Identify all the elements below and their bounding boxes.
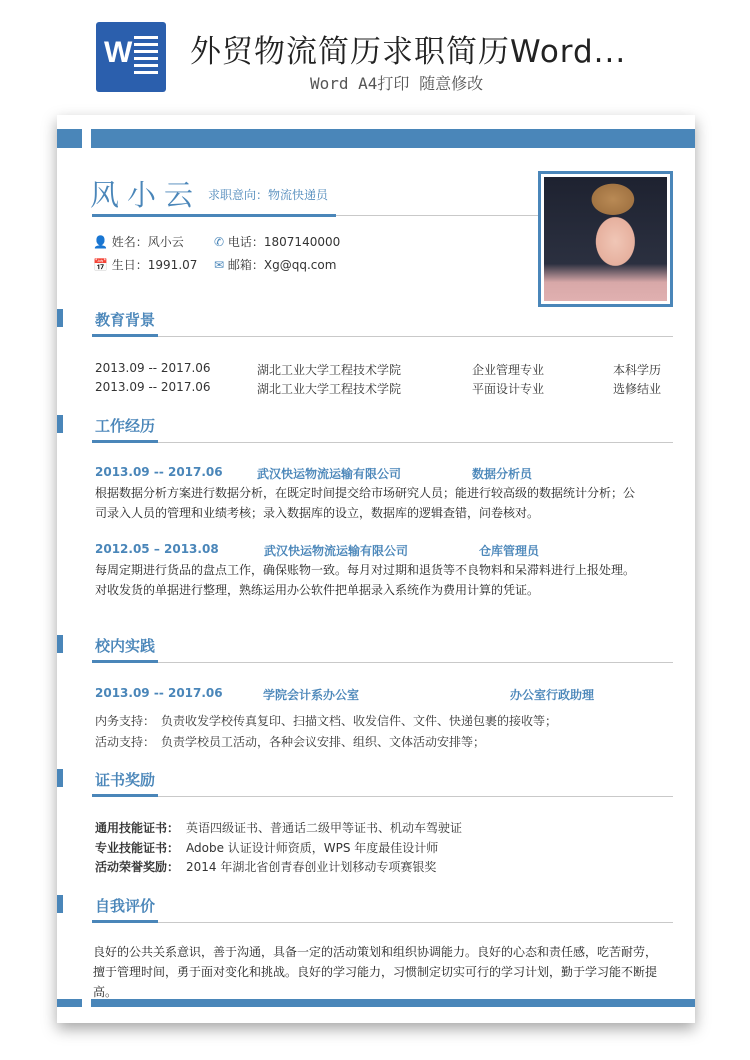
title-underline: [92, 440, 158, 443]
line-text: 负责学校员工活动，各种会议安排、组织、文体活动安排等；: [161, 735, 486, 749]
cert-line: [95, 858, 462, 878]
edu-school: 湖北工业大学工程技术学院: [257, 382, 402, 396]
doc-title: 外贸物流简历求职简历Word...: [190, 34, 627, 70]
title-underline: [92, 794, 158, 797]
doc-subtitle: Word A4打印 随意修改: [310, 74, 484, 93]
education-row: [95, 380, 661, 399]
divider: [336, 215, 538, 216]
divider: [92, 336, 673, 337]
resume-page: [57, 115, 695, 1023]
certs-title: 证书奖励: [95, 771, 156, 789]
section-marker: [57, 309, 63, 327]
section-marker: [57, 635, 63, 653]
cert-label: 专业技能证书：: [95, 840, 180, 855]
email-field: [214, 256, 336, 273]
divider: [92, 442, 673, 443]
campus-line: [95, 711, 557, 732]
phone-text: 电话：1807140000: [227, 235, 341, 249]
bottom-bar-small: [57, 999, 82, 1007]
title-underline: [92, 334, 158, 337]
phone-field: [214, 233, 340, 250]
education-row: [95, 361, 661, 380]
work-item-header: [95, 465, 655, 479]
birth-text: 生日：1991.07: [111, 258, 198, 272]
cert-label: 通用技能证书：: [95, 821, 180, 835]
person-icon: 👤: [93, 235, 108, 249]
line-label: 内务支持：: [95, 714, 156, 728]
work-date: 2013.09 -- 2017.06: [95, 465, 223, 479]
email-text: 邮箱：Xg@qq.com: [227, 258, 337, 272]
section-marker: [57, 769, 63, 787]
title-underline: [92, 920, 158, 923]
mail-icon: ✉: [214, 258, 225, 272]
self-title: 自我评价: [95, 897, 156, 915]
name-underline: [92, 214, 336, 217]
cert-line: [95, 839, 462, 859]
self-evaluation: 良好的公共关系意识，善于沟通，具备一定的活动策划和组织协调能力。良好的心态和责任感，吃苦耐劳，擅于管理时间，勇于面对变化和挑战。良好的学习能力，习惯制定切实可行的学习计划，勤于学习能不断提高。: [93, 945, 658, 999]
edu-school: 湖北工业大学工程技术学院: [257, 363, 402, 377]
title-underline: [92, 660, 158, 663]
work-company: 武汉快运物流运输有限公司: [257, 467, 402, 481]
edu-date: 2013.09 -- 2017.06: [95, 380, 211, 394]
candidate-name: 风小云: [90, 178, 202, 212]
campus-org: 学院会计系办公室: [263, 688, 360, 702]
section-marker: [57, 415, 63, 433]
edu-degree: 本科学历: [613, 363, 662, 377]
cert-label: 活动荣誉奖励：: [95, 860, 180, 874]
cert-line: [95, 819, 462, 839]
edu-major: 企业管理专业: [472, 363, 545, 377]
work-date: 2012.05 – 2013.08: [95, 542, 219, 556]
work-desc: 每周定期进行货品的盘点工作，确保账物一致。每月对过期和退货等不良物料和呆滞料进行上报处理。对收发货的单据进行整理，熟练运用办公软件把单据录入系统作为费用计算的凭证。: [95, 563, 636, 597]
work-desc: 根据数据分析方案进行数据分析，在既定时间提交给市场研究人员；能进行较高级的数据统计分析；公司录入人员的管理和业绩考核；录入数据库的设立，数据库的逻辑查错，问卷核对。: [95, 486, 636, 520]
certs-list: [95, 819, 462, 878]
edu-major: 平面设计专业: [472, 382, 545, 396]
edu-date: 2013.09 -- 2017.06: [95, 361, 211, 375]
job-intent: 求职意向：物流快递员: [208, 188, 329, 202]
education-list: [95, 361, 661, 401]
divider: [92, 922, 673, 923]
education-title: 教育背景: [95, 311, 156, 329]
campus-header: [95, 686, 655, 700]
cert-text: Adobe 认证设计师资质，WPS 年度最佳设计师: [186, 840, 439, 855]
birth-field: [93, 256, 197, 273]
campus-title: 校内实践: [95, 637, 156, 655]
work-company: 武汉快运物流运输有限公司: [264, 544, 409, 558]
word-icon: W: [96, 22, 166, 92]
name-text: 姓名：风小云: [111, 235, 184, 249]
divider: [92, 796, 673, 797]
profile-photo: [538, 171, 673, 307]
bottom-bar: [91, 999, 695, 1007]
edu-degree: 选修结业: [613, 382, 662, 396]
top-bar: [91, 129, 695, 148]
line-text: 负责收发学校传真复印、扫描文档、收发信件、文件、快递包裹的接收等；: [161, 714, 558, 728]
top-bar-small: [57, 129, 82, 148]
work-role: 数据分析员: [472, 467, 533, 481]
work-role: 仓库管理员: [479, 544, 540, 558]
campus-line: [95, 732, 557, 753]
section-marker: [57, 895, 63, 913]
divider: [92, 662, 673, 663]
campus-role: 办公室行政助理: [510, 688, 595, 702]
name-field: [93, 233, 184, 250]
cert-text: 2014 年湖北省创青春创业计划移动专项赛银奖: [186, 860, 437, 874]
work-title: 工作经历: [95, 417, 156, 435]
phone-icon: ✆: [214, 235, 225, 249]
campus-lines: [95, 711, 557, 753]
work-item-header: [95, 542, 655, 556]
cert-text: 英语四级证书、普通话二级甲等证书、机动车驾驶证: [186, 821, 463, 835]
campus-date: 2013.09 -- 2017.06: [95, 686, 223, 700]
calendar-icon: 📅: [93, 258, 108, 272]
line-label: 活动支持：: [95, 735, 156, 749]
